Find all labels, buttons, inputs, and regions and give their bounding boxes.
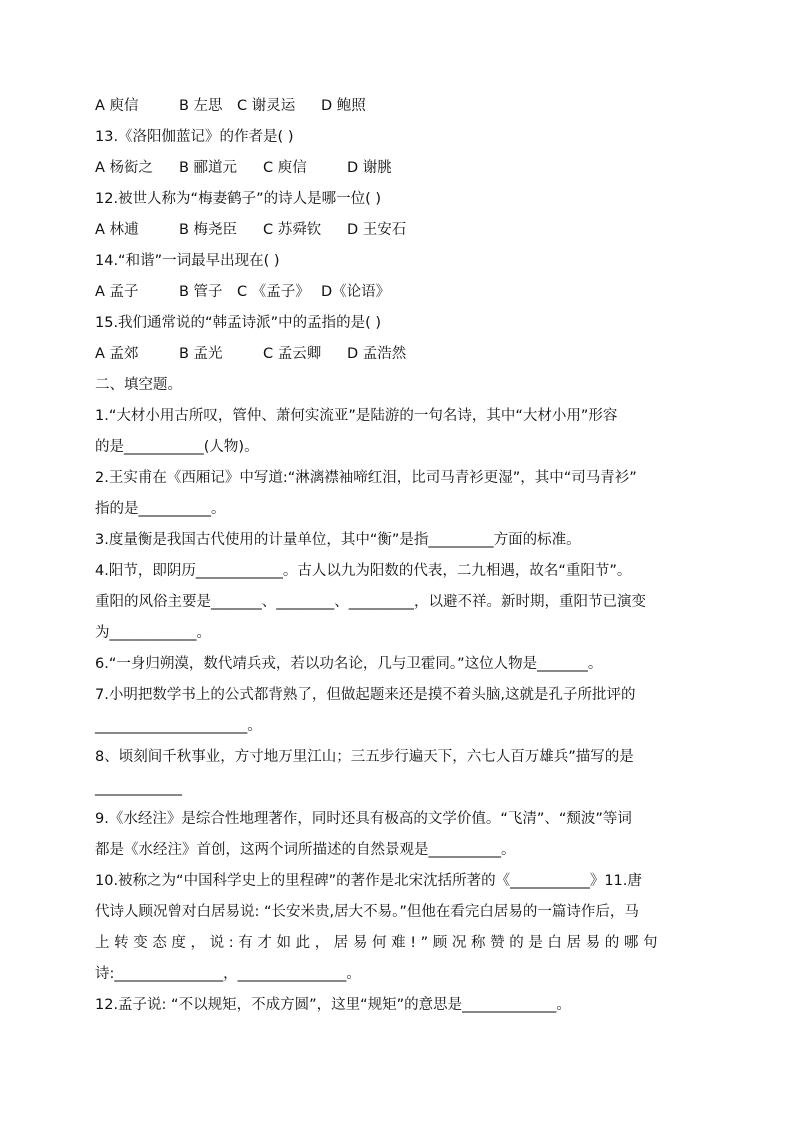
fill-question-line: 4.阳节，即阴历____________。古人以九为阳数的代表，二九相遇，故名“重阳节”。 (95, 563, 632, 579)
fill-question (95, 745, 700, 807)
answer-option: A 林逋 (95, 222, 139, 238)
fill-question-line: ____________ (95, 780, 182, 796)
question-text: 14.“和谐”一词最早出现在( ) (95, 253, 280, 269)
answer-options (95, 94, 700, 125)
fill-question-line: 2.王实甫在《西厢记》中写道:“淋漓襟袖啼红泪，比司马青衫更湿”，其中“司马青衫” (95, 470, 637, 486)
answer-option: A 孟郊 (95, 346, 139, 362)
section-title: 二、填空题。 (95, 377, 182, 393)
fill-question (95, 652, 700, 683)
fill-in-blank-section (95, 404, 700, 1024)
answer-option: D《论语》 (321, 284, 391, 300)
answer-option: C 《孟子》 (237, 284, 310, 300)
answer-option: D 鲍照 (321, 98, 366, 114)
fill-question-line: 12.孟子说: “不以规矩，不成方圆”，这里“规矩”的意思是_____________。 (95, 997, 571, 1013)
fill-question (95, 869, 700, 993)
answer-option: B 孟光 (179, 346, 223, 362)
question-text: 15.我们通常说的“韩孟诗派”中的孟指的是( ) (95, 315, 382, 331)
answer-option: A 孟子 (95, 284, 139, 300)
fill-question-line: _____________________。 (95, 718, 262, 734)
fill-question-line: 诗:_______________，_______________。 (95, 966, 361, 982)
fill-question-line: 都是《水经注》首创，这两个词所描述的自然景观是__________。 (95, 842, 516, 858)
answer-option: D 孟浩然 (347, 346, 407, 362)
fill-question-line: 的是___________(人物)。 (95, 439, 259, 455)
answer-option: B 左思 (179, 98, 223, 114)
answer-option: D 王安石 (347, 222, 407, 238)
answer-option: B 郦道元 (179, 160, 238, 176)
answer-option: C 孟云卿 (263, 346, 322, 362)
fill-question-line: 8、顷刻间千秋事业，方寸地万里江山；三五步行遍天下，六七人百万雄兵”描写的是 (95, 749, 634, 765)
fill-question (95, 807, 700, 869)
answer-option: D 谢朓 (347, 160, 392, 176)
fill-question (95, 404, 700, 466)
fill-question-line: 上 转 变 态 度 ， 说 : 有 才 如 此 ， 居 易 何 难 ! ” 顾 况 称 赞 的 是 白 居 易 的 哪 句 (95, 935, 658, 951)
answer-options (95, 218, 700, 249)
fill-question-line: 指的是__________。 (95, 501, 226, 517)
exam-page (95, 94, 700, 1024)
fill-question-line: 10.被称之为“中国科学史上的里程碑”的著作是北宋沈括所著的《___________》11.唐 (95, 873, 642, 889)
fill-question-line: 重阳的风俗主要是_______、________、_________，以避不祥。新时期，重阳节已演变 (95, 594, 646, 610)
fill-question-line: 为____________。 (95, 625, 211, 641)
fill-question-line: 1.“大材小用古所叹，管仲、萧何实流亚”是陆游的一句名诗，其中“大材小用”形容 (95, 408, 618, 424)
answer-option: B 管子 (179, 284, 223, 300)
answer-option: C 谢灵运 (237, 98, 296, 114)
answer-option: C 苏舜钦 (263, 222, 322, 238)
question-text: 13.《洛阳伽蓝记》的作者是( ) (95, 129, 294, 145)
answer-options (95, 342, 700, 373)
answer-option: C 庾信 (263, 160, 307, 176)
question-text: 12.被世人称为“梅妻鹤子”的诗人是哪一位( ) (95, 191, 382, 207)
fill-question (95, 528, 700, 559)
multiple-choice-section (95, 94, 700, 373)
fill-question-line: 3.度量衡是我国古代使用的计量单位，其中“衡”是指_________方面的标准。 (95, 532, 581, 548)
fill-question-line: 7.小明把数学书上的公式都背熟了，但做起题来还是摸不着头脑,这就是孔子所批评的 (95, 687, 636, 703)
answer-option: B 梅尧臣 (179, 222, 238, 238)
answer-options (95, 280, 700, 311)
answer-options (95, 156, 700, 187)
fill-question-line: 6.“一身归朔漠，数代靖兵戎，若以功名论，几与卫霍同。”这位人物是_______。 (95, 656, 603, 672)
answer-option: A 庾信 (95, 98, 139, 114)
fill-question-line: 代诗人顾况曾对白居易说: “长安米贵,居大不易。”但他在看完白居易的一篇诗作后，马 (95, 904, 639, 920)
fill-question (95, 466, 700, 528)
fill-question-line: 9.《水经注》是综合性地理著作，同时还具有极高的文学价值。“飞清”、“颓波”等词 (95, 811, 632, 827)
fill-question (95, 683, 700, 745)
answer-option: A 杨衒之 (95, 160, 154, 176)
fill-question (95, 559, 700, 652)
fill-question (95, 993, 700, 1024)
